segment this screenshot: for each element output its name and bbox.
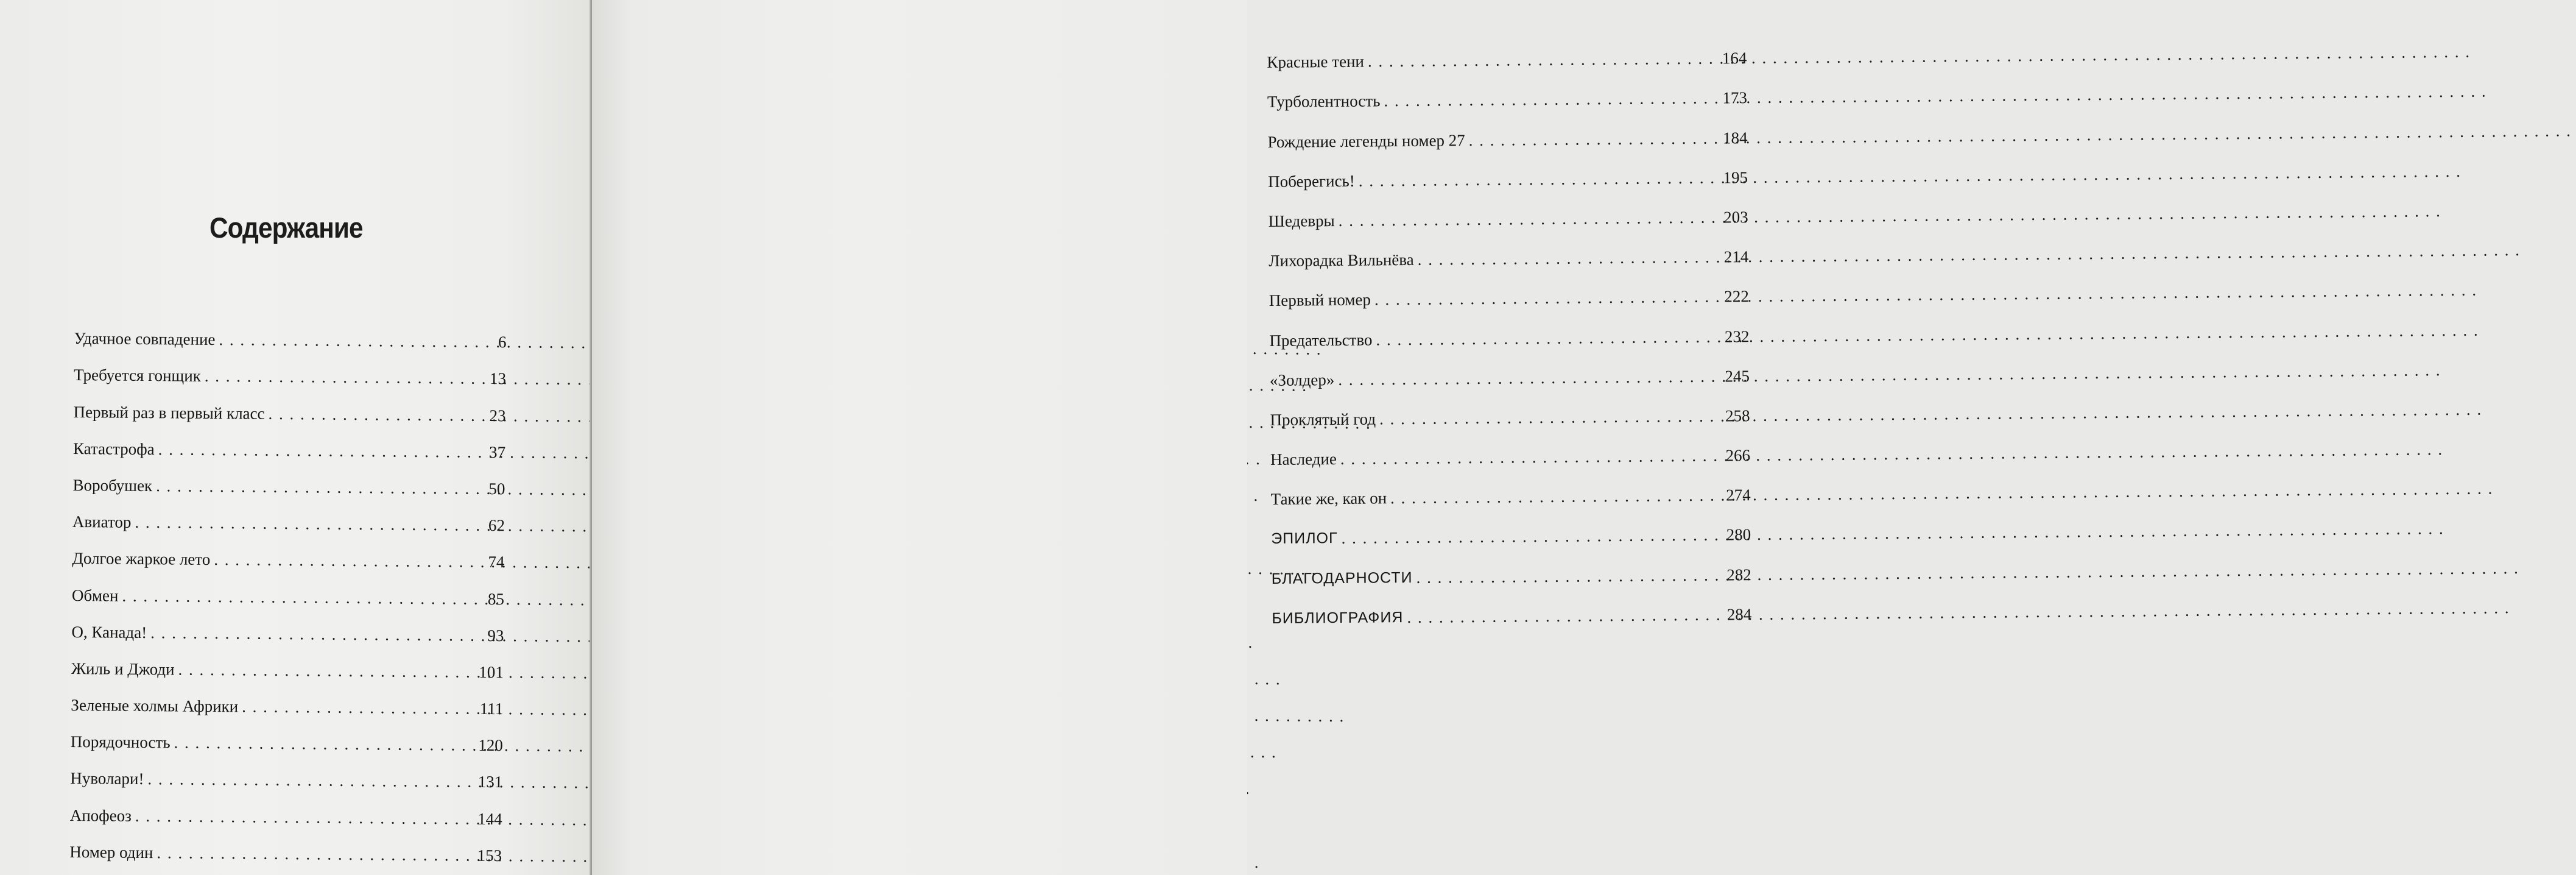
toc-entry-page-number: 274 <box>1726 486 1751 505</box>
toc-entry <box>1268 148 1748 192</box>
toc-entry <box>1271 545 1751 589</box>
toc-entry <box>70 788 502 829</box>
toc-entry <box>1267 68 1748 112</box>
toc-dot-leader <box>1416 564 1723 587</box>
toc-dot-leader <box>1340 445 1722 469</box>
toc-entry <box>71 605 504 645</box>
toc-entry-page-number: 131 <box>477 773 503 792</box>
left-page <box>0 0 592 875</box>
toc-entry-page-number: 284 <box>1726 604 1752 624</box>
toc-entry <box>1269 306 1750 350</box>
toc-dot-leader <box>1338 366 1721 389</box>
toc-entry-title: БИБЛИОГРАФИЯ <box>1272 608 1404 627</box>
toc-entry-title: Катастрофа <box>72 439 155 458</box>
toc-entry-title: «Золдер» <box>1269 370 1335 389</box>
toc-dot-leader <box>214 549 484 572</box>
toc-entry <box>72 569 504 609</box>
toc-entry <box>1271 505 1751 549</box>
toc-entry <box>1270 347 1750 391</box>
toc-entry-page-number: 85 <box>487 589 505 608</box>
toc-entry-title: Обмен <box>71 586 119 605</box>
toc-entry-page-number: 62 <box>488 516 505 535</box>
toc-entry-page-number: 23 <box>489 406 506 425</box>
toc-dot-leader <box>1359 167 1720 191</box>
toc-dot-leader <box>122 585 484 609</box>
toc-entry-title: Порядочность <box>70 732 171 752</box>
toc-entry-title: Красные тени <box>1267 52 1365 72</box>
toc-dot-leader <box>219 329 494 352</box>
toc-entry-title: ЭПИЛОГ <box>1271 530 1338 548</box>
toc-entry-page-number: 282 <box>1726 565 1751 584</box>
toc-entry-page-number: 101 <box>479 662 504 682</box>
toc-dot-leader <box>158 439 486 462</box>
toc-dot-leader <box>1368 48 1719 72</box>
toc-entry-title: Наследие <box>1270 450 1337 469</box>
toc-entry-page-number: 74 <box>488 553 505 572</box>
page-title: Содержание <box>209 211 363 244</box>
toc-entry <box>74 312 506 352</box>
toc-entry <box>1269 227 1749 271</box>
toc-entry <box>1268 188 1748 232</box>
toc-entry-title: Проклятый год <box>1270 409 1376 429</box>
toc-entry-page-number: 222 <box>1724 287 1749 306</box>
toc-entry <box>1272 585 1752 629</box>
right-page <box>592 0 1752 875</box>
toc-entry <box>72 495 505 536</box>
toc-entry-title: Воробушек <box>72 475 153 495</box>
toc-entry-page-number: 245 <box>1725 366 1750 386</box>
toc-entry <box>1267 108 1748 152</box>
toc-dot-leader <box>1379 405 1722 429</box>
toc-entry-page-number: 37 <box>488 442 506 461</box>
toc-entry-title: Нуволари! <box>70 769 144 788</box>
toc-entry <box>1270 386 1750 430</box>
toc-dot-leader <box>135 806 474 829</box>
toc-entry <box>72 532 504 572</box>
toc-entry-page-number: 13 <box>489 369 507 388</box>
toc-entry-title: Жиль и Джоди <box>71 659 175 679</box>
toc-entry-page-number: 184 <box>1722 128 1748 147</box>
toc-entry-page-number: 120 <box>478 736 503 755</box>
toc-dot-leader <box>150 622 484 646</box>
toc-entry-title: Поберегись! <box>1267 171 1355 191</box>
toc-entry-title: Зеленые холмы Африки <box>71 696 239 716</box>
toc-entry-page-number: 232 <box>1724 327 1750 345</box>
toc-dot-leader <box>268 403 485 425</box>
toc-entry-page-number: 153 <box>477 846 502 865</box>
toc-dot-leader <box>1376 326 1721 350</box>
toc-entry-page-number: 6 <box>498 333 507 352</box>
toc-entry-title: Лихорадка Вильнёва <box>1269 250 1414 271</box>
toc-entry <box>73 385 505 425</box>
toc-dot-leader <box>174 732 474 756</box>
toc-entry-title: Шедевры <box>1268 211 1335 230</box>
toc-entry-title: Требуется гонщик <box>73 366 202 386</box>
toc-entry-title: БЛАГОДАРНОСТИ <box>1271 569 1413 587</box>
toc-entry-page-number: 164 <box>1722 49 1747 68</box>
toc-entry-title: Удачное совпадение <box>74 329 216 349</box>
toc-dot-leader <box>1341 525 1722 548</box>
toc-entry <box>71 715 503 756</box>
toc-entry <box>71 642 504 682</box>
toc-dot-leader <box>157 842 474 866</box>
toc-entry-title: Такие же, как он <box>1270 489 1387 509</box>
toc-entry-page-number: 50 <box>488 479 505 498</box>
toc-entry-page-number: 173 <box>1722 88 1748 107</box>
toc-dot-leader <box>242 696 476 718</box>
toc-list-left <box>69 312 507 866</box>
toc-entry <box>1270 466 1751 509</box>
toc-dot-leader <box>1469 127 1720 151</box>
toc-dot-leader <box>1339 207 1720 230</box>
toc-entry <box>71 679 503 719</box>
toc-entry-page-number: 203 <box>1723 208 1748 227</box>
toc-dot-leader <box>1374 286 1721 310</box>
toc-entry-title: Первый номер <box>1269 290 1371 310</box>
toc-entry-title: Долгое жаркое лето <box>72 549 211 569</box>
toc-entry-title: Предательство <box>1269 330 1373 350</box>
toc-entry-title: О, Канада! <box>71 622 147 642</box>
toc-entry <box>1269 267 1749 311</box>
toc-entry <box>69 826 502 866</box>
toc-entry-title: Турболентность <box>1267 91 1381 112</box>
toc-dot-leader <box>1407 604 1723 628</box>
toc-entry <box>74 349 506 389</box>
toc-entry-page-number: 214 <box>1723 247 1749 266</box>
toc-dot-leader <box>1390 485 1722 509</box>
toc-entry-page-number: 266 <box>1725 446 1751 465</box>
toc-entry-page-number: 93 <box>487 626 504 645</box>
toc-entry-page-number: 258 <box>1725 406 1750 425</box>
toc-entry <box>73 422 505 462</box>
toc-dot-leader <box>178 659 475 682</box>
toc-dot-leader <box>147 769 474 793</box>
toc-dot-leader <box>156 475 485 499</box>
toc-entry-page-number: 111 <box>479 699 504 718</box>
toc-entry <box>1267 29 1747 73</box>
toc-entry-title: Авиатор <box>72 512 132 531</box>
toc-list-right <box>1267 29 1752 629</box>
toc-entry <box>70 752 502 792</box>
toc-entry <box>1270 426 1751 470</box>
toc-entry-page-number: 144 <box>477 809 502 828</box>
toc-dot-leader <box>135 512 485 536</box>
toc-dot-leader <box>1418 247 1720 270</box>
toc-entry-title: Рождение легенды номер 27 <box>1267 130 1465 151</box>
toc-entry-title: Апофеоз <box>69 806 132 825</box>
toc-dot-leader <box>205 366 486 389</box>
toc-entry-page-number: 195 <box>1723 168 1748 187</box>
toc-entry-title: Первый раз в первый класс <box>73 402 265 423</box>
toc-entry-page-number: 280 <box>1726 525 1751 544</box>
toc-entry <box>72 459 505 499</box>
toc-dot-leader <box>1384 88 1719 112</box>
toc-entry-title: Номер один <box>69 842 153 862</box>
